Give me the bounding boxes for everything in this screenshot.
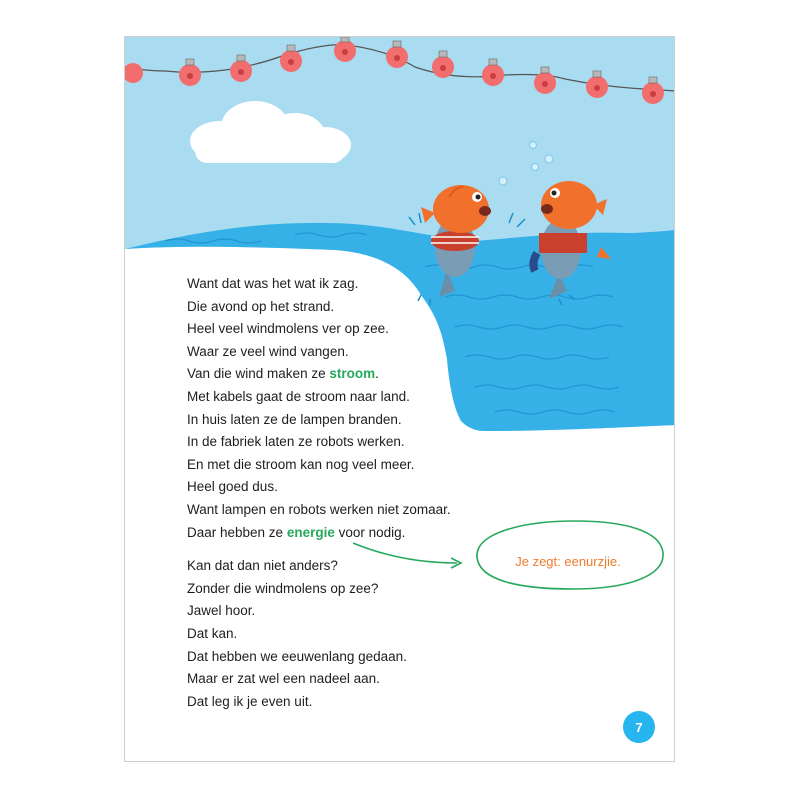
story-line-7: In huis laten ze de lampen branden. [187, 411, 402, 427]
story-line-17: Dat hebben we eeuwenlang gedaan. [187, 648, 407, 664]
story-line-18: Maar er zat wel een nadeel aan. [187, 671, 380, 687]
page-number-badge: 7 [623, 711, 655, 743]
story-line-4: Waar ze veel wind vangen. [187, 343, 349, 359]
arrow-icon [125, 37, 675, 762]
keyword-stroom: stroom [329, 366, 376, 382]
story-line-19: Dat leg ik je even uit. [187, 693, 313, 709]
story-line-5-text: Van die wind maken ze [187, 366, 330, 382]
story-line-12-end: voor nodig. [334, 524, 406, 540]
keyword-energie: energie [286, 524, 335, 540]
story-line-3: Heel veel windmolens ver op zee. [187, 321, 389, 337]
story-line-10: Heel goed dus. [187, 479, 278, 495]
story-line-14: Zonder die windmolens op zee? [187, 580, 379, 596]
story-line-2: Die avond op het strand. [187, 298, 335, 314]
story-line-6: Met kabels gaat de stroom naar land. [187, 388, 410, 404]
story-line-11: Want lampen en robots werken niet zomaar. [187, 501, 451, 517]
story-line-13: Kan dat dan niet anders? [187, 558, 338, 574]
story-line-12-text: Daar hebben ze [187, 524, 287, 540]
story-line-15: Jawel hoor. [187, 603, 256, 619]
pronunciation-note: Je zegt: eenurzjie. [515, 554, 621, 569]
story-line-16: Dat kan. [187, 625, 238, 641]
story-line-8: In de fabriek laten ze robots werken. [187, 434, 405, 450]
story-line-9: En met die stroom kan nog veel meer. [187, 456, 415, 472]
book-page [124, 36, 675, 762]
story-line-1: Want dat was het wat ik zag. [187, 276, 359, 291]
story-line-5-end: . [375, 366, 379, 382]
